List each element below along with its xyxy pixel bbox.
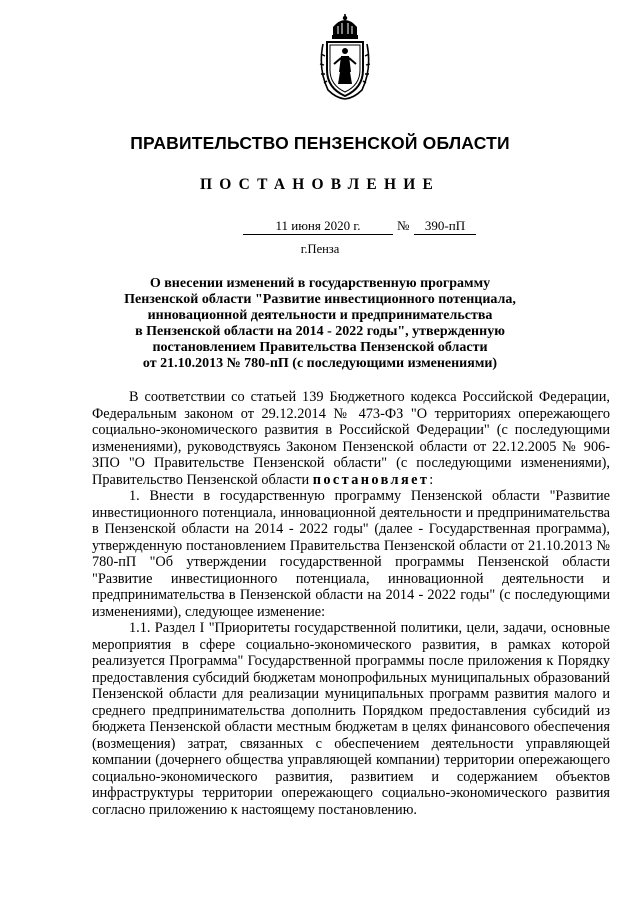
government-title: ПРАВИТЕЛЬСТВО ПЕНЗЕНСКОЙ ОБЛАСТИ <box>130 133 510 153</box>
subject-line: О внесении изменений в государственную программу <box>149 276 491 291</box>
subject-line: инновационной деятельности и предпринимательства <box>147 308 493 323</box>
subject-line: постановлением Правительства Пензенской области <box>152 340 488 355</box>
preamble-paragraph <box>92 389 610 488</box>
decree-word: постановляет <box>312 471 430 488</box>
item-1-paragraph: 1. Внести в государственную программу Пензенской области "Развитие инвестиционного потенциала, инновационной деятельности и предпринимательства в Пензенской области на 2014 - 2022 годы" (далее - Государственная программа), утвержденную постановлением Правительства Пензенской области от 21.10.2013 № 780-пП "Об утверждении государственной программы Пензенской области "Развитие инвестиционного потенциала, инновационной деятельности и предпринимательства в Пензенской области на 2014 - 2022 годы" (с последующими изменениями), следующее изменение: <box>92 488 610 620</box>
number-sign: № <box>397 218 410 233</box>
subject-line: Пензенской области "Развитие инвестиционного потенциала, <box>124 292 516 307</box>
subject-line: в Пензенской области на 2014 - 2022 годы", утвержденную <box>135 324 505 339</box>
preamble-text: В соответствии со статьей 139 Бюджетного кодекса Российской Федерации, Федеральным законом от 29.12.2014 № 473-ФЗ "О территориях опережающего социально-экономического развития в Российской Федерации" (с последующими изменениями), руководствуясь Законом Пензенской области от 22.12.2005 № 906-ЗПО "О Правительстве Пензенской области" (с последующими изменениями), Правительство Пензенской области <box>92 389 610 488</box>
document-date: 11 июня 2020 г. <box>243 218 393 235</box>
document-subject <box>80 276 560 372</box>
item-1-1-paragraph: 1.1. Раздел I "Приоритеты государственной политики, цели, задачи, основные мероприятия в сфере социально-экономического развития, в рамках которой реализуется Программа" Государственной программы после приложения к Порядку предоставления субсидий бюджетам монопрофильных муниципальных образований Пензенской области для реализации муниципальных программ развития малого и среднего предпринимательства дополнить Порядком предоставления субсидий из бюджета Пензенской области местным бюджетам в целях финансового обеспечения (возмещения) затрат, связанных с обеспечением деятельности управляющей компании (дочернего общества управляющей компании) территории опережающего социально-экономического развития, развитием и содержанием объектов инфраструктуры территории опережающего социально-экономического развития согласно приложению к настоящему постановлению. <box>92 620 610 818</box>
city: г.Пенза <box>300 242 340 256</box>
document-type: ПОСТАНОВЛЕНИЕ <box>199 176 441 193</box>
document-body <box>92 389 610 818</box>
subject-line: от 21.10.2013 № 780-пП (с последующими изменениями) <box>142 356 498 371</box>
decree-colon: : <box>429 471 434 488</box>
document-number: 390-пП <box>414 218 476 235</box>
date-number-row <box>0 218 640 236</box>
coat-of-arms-icon <box>318 14 372 100</box>
